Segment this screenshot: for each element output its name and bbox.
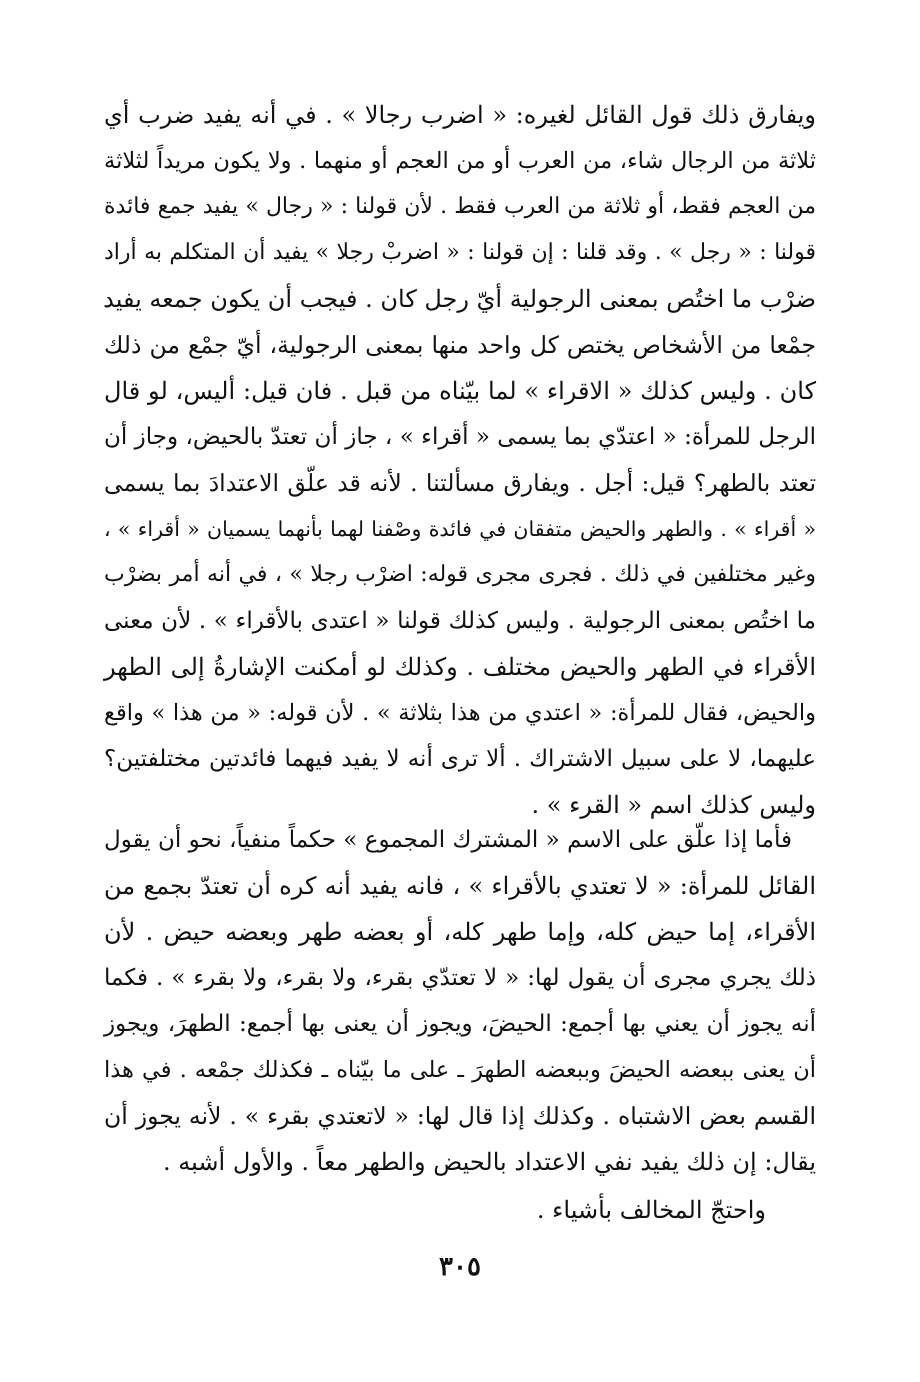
text-line: من العجم فقط، أو ثلاثة من العرب فقط . لأن قولنا : « رجال » يفيد جمع فائدة <box>104 194 816 219</box>
text-line: عليهما، لا على سبيل الاشتراك . ألا ترى أنه لا يفيد فيهما فائدتين مختلفتين؟ <box>104 746 816 772</box>
text-line: جمْعا من الأشخاص يختص كل واحد منها بمعنى الرجولية، أيّ جمْع من ذلك <box>104 331 816 359</box>
paragraph-2 <box>104 817 816 1185</box>
text-line: أن يعنى ببعضه الحيضَ وببعضه الطهرَ ـ على ما بيّناه ـ فكذلك جمْعه . في هذا <box>104 1057 816 1083</box>
paragraph-3 <box>104 1187 816 1233</box>
text-line: يقال: إن ذلك يفيد نفي الاعتداد بالحيض والطهر معاً . والأول أشبه . <box>163 1148 816 1176</box>
paragraph-1 <box>104 92 816 828</box>
text-line: الرجل للمرأة: « اعتدّي بما يسمى « أقراء » ، جاز أن تعتدّ بالحيض، وجاز أن <box>104 424 816 450</box>
page-number: ٣٠٥ <box>439 1252 481 1282</box>
text-line: فأما إذا علّق على الاسم « المشترك المجموع » حكماً منفياً، نحو أن يقول <box>104 827 792 853</box>
text-line: ذلك يجري مجرى أن يقول لها: « لا تعتدّي بقرء، ولا بقرء، ولا بقرء » . فكما <box>104 965 816 991</box>
text-line: وليس كذلك اسم « القرء » . <box>531 791 816 819</box>
text-line: القائل للمرأة: « لا تعتدي بالأقراء » ، فانه يفيد أنه كره أن تعتدّ بجمع من <box>104 872 816 900</box>
text-line: الأقراء في الطهر والحيض مختلف . وكذلك لو أمكنت الإشارةُ إلى الطهر <box>104 653 816 681</box>
text-line: كان . وليس كذلك « الاقراء » لما بيّناه من قبل . فان قيل: أليس، لو قال <box>104 377 816 405</box>
text-line: والحيض، فقال للمرأة: « اعتدي من هذا بثلاثة » . لأن قوله: « من هذا » واقع <box>104 700 816 726</box>
text-line: أنه يجوز أن يعني بها أجمع: الحيضَ، ويجوز أن يعنى بها أجمع: الطهرَ، ويجوز <box>104 1011 816 1037</box>
text-line: وغير مختلفين في ذلك . فجرى مجرى قوله: اضرْب رجلا » ، في أنه أمر بضرْب <box>104 562 816 587</box>
text-line: ضرْب ما اختُص بمعنى الرجولية أيّ رجل كان . فيجب أن يكون جمعه يفيد <box>103 285 816 313</box>
text-line: « أقراء » . والطهر والحيض متفقان في فائدة وصْفنا لهما بأنهما يسميان « أقراء » ، <box>104 517 816 541</box>
text-line: الأقراء، إما حيض كله، وإما طهر كله، أو بعضه طهر وبعضه حيض . لأن <box>104 918 816 946</box>
text-line: واحتجّ المخالف بأشياء . <box>536 1196 766 1224</box>
text-line: تعتد بالطهر؟ قيل: أجل . ويفارق مسألتنا . لأنه قد علّق الاعتدادَ بما يسمى <box>104 469 816 497</box>
text-line: قولنا : « رجل » . وقد قلنا : إن قولنا : « اضربْ رجلا » يفيد أن المتكلم به أراد <box>104 240 816 265</box>
text-line: القسم بعض الاشتباه . وكذلك إذا قال لها: « لاتعتدي بقرء » . لأنه يجوز أن <box>104 1102 816 1130</box>
text-line: ما اختُص بمعنى الرجولية . وليس كذلك قولنا « اعتدى بالأقراء » . لأن معنى <box>104 608 816 634</box>
text-line: ثلاثة من الرجال شاء، من العرب أو من العجم أو منهما . ولا يكون مريداً لثلاثة <box>104 148 816 174</box>
text-line: ويفارق ذلك قول القائل لغيره: « اضرب رجالا » . في أنه يفيد ضرب أي <box>104 101 816 129</box>
